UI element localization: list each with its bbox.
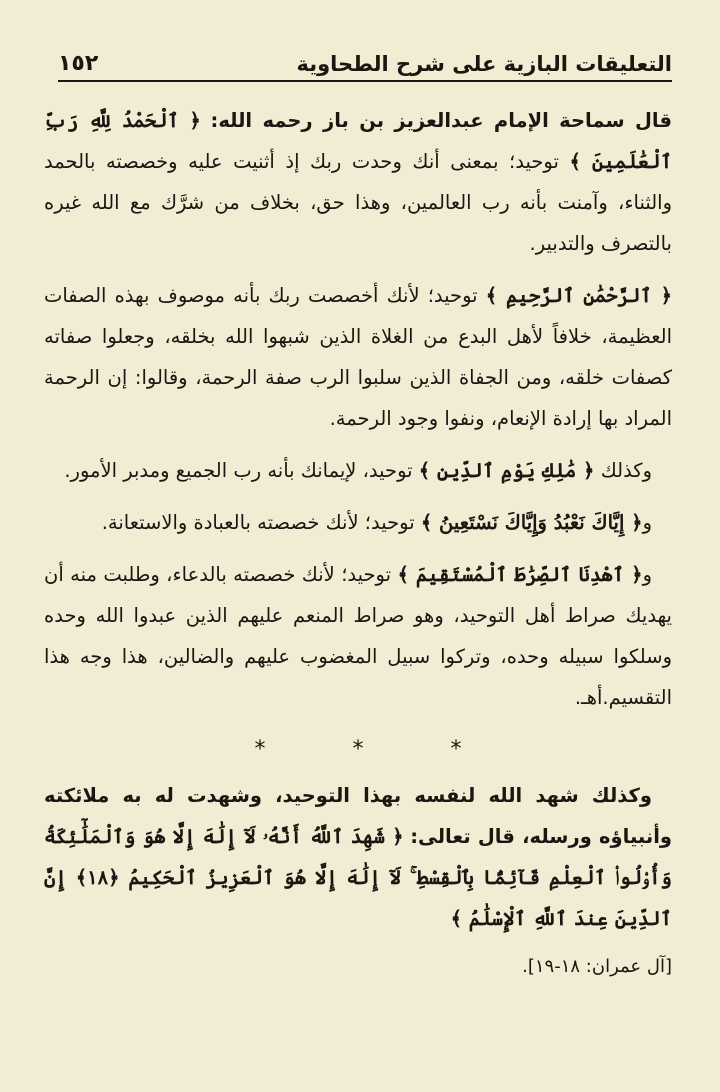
paragraph-final [44, 775, 672, 939]
page-number: ١٥٢ [58, 51, 99, 76]
paragraph-lead: وكذلك شهد الله لنفسه بهذا التوحيد، وشهدت له به ملائكته وأنبياؤه ورسله، قال تعالى: [44, 784, 673, 848]
paragraph-text: توحيد؛ بمعنى أنك وحدت ربك إذ أثنيت عليه وخصصته بالحمد والثناء، وآمنت بأنه رب العالمين، وهذا حق، بخلاف من شرَّك مع الله غيره بالتصرف والتدبير. [44, 150, 672, 255]
quran-verse: ﴿ ٱلرَّحْمَٰنِ ٱلرَّحِيمِ ﴾ [485, 284, 673, 307]
paragraph-1 [44, 100, 672, 264]
paragraph-text: توحيد؛ لأنك أخصصت ربك بأنه موصوف بهذه الصفات العظيمة، خلافاً لأهل البدع من الغلاة الذين شبهوا الله بخلقه، وجعلوا صفاته كصفات خلقه، ومن الجفاة الذين سلبوا الرب صفة الرحمة، وقالوا: إن الرحمة المراد بها إرادة الإنعام، ونفوا وجود الرحمة. [44, 284, 672, 430]
paragraph-text: توحيد، لإيمانك بأنه رب الجميع ومدبر الأمور. [64, 459, 413, 482]
paragraph-5 [44, 554, 672, 718]
quran-verse: ﴿ ٱلْحَمْدُ لِلَّهِ رَبِّ ٱلْعَٰلَمِينَ ﴾ [44, 109, 673, 173]
quran-verse: ﴿ شَهِدَ ٱللَّهُ أَنَّهُۥ لَآ إِلَٰهَ إِلَّا هُوَ وَٱلْمَلَٰٓئِكَةُ وَأُو۟لُوا۟ ٱلْعِلْمِ قَآئِمًۢا بِٱلْقِسْطِ ۚ لَآ إِلَٰهَ إِلَّا هُوَ ٱلْعَزِيزُ ٱلْحَكِيمُ ﴿١٨﴾ إِنَّ ٱلدِّينَ عِندَ ٱللَّهِ ٱلْإِسْلَٰمُ ﴾ [44, 825, 672, 930]
section-separator: * * * [254, 737, 502, 762]
paragraph-lead: قال سماحة الإمام عبدالعزيز بن باز رحمه الله: [210, 109, 672, 132]
paragraph-3 [44, 450, 672, 491]
paragraph-prefix: و [642, 563, 652, 586]
paragraph-prefix: و [642, 511, 652, 534]
running-header [58, 42, 672, 76]
page-body [44, 100, 672, 987]
book-title: التعليقات البازية على شرح الطحاوية [296, 52, 672, 76]
paragraph-4 [44, 502, 672, 543]
paragraph-text: توحيد؛ لأنك خصصته بالدعاء، وطلبت منه أن يهديك صراط أهل التوحيد، وهو صراط المنعم عليهم الذين عبدوا الله وحده وسلكوا سبيله وحده، وتركوا سبيل المغضوب عليهم والضالين، هذا وجه هذا التقسيم.أهـ. [44, 563, 672, 709]
paragraph-prefix: وكذلك [600, 459, 652, 482]
verse-citation: [آل عمران: ١٨-١٩]. [522, 956, 672, 977]
quran-verse: ﴿ مَٰلِكِ يَوْمِ ٱلدِّينِ ﴾ [418, 459, 595, 482]
header-rule [58, 80, 672, 82]
paragraph-2 [44, 275, 672, 439]
quran-verse: ﴿ إِيَّاكَ نَعْبُدُ وَإِيَّاكَ نَسْتَعِينُ ﴾ [420, 511, 643, 534]
paragraph-text: توحيد؛ لأنك خصصته بالعبادة والاستعانة. [101, 511, 415, 534]
quran-verse: ﴿ ٱهْدِنَا ٱلصِّرَٰطَ ٱلْمُسْتَقِيمَ ﴾ [397, 563, 643, 586]
